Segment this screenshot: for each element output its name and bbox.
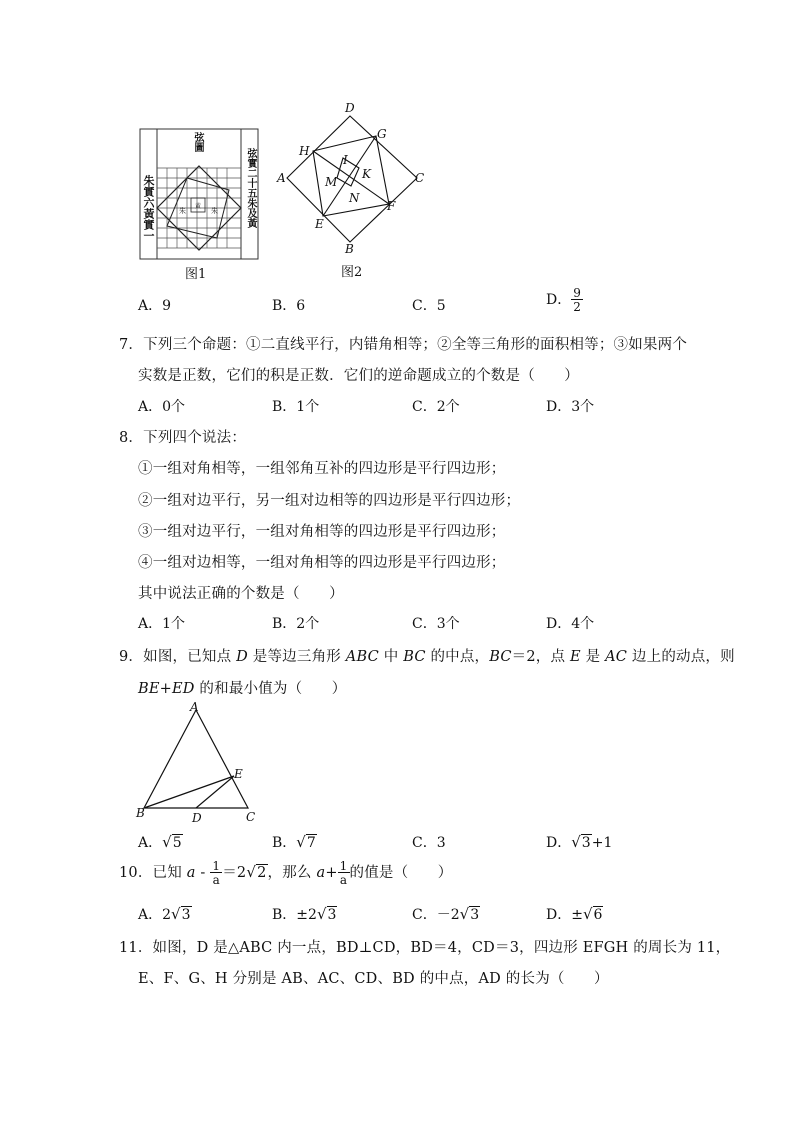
q8-option-d[interactable]: D．4个 [546, 616, 595, 632]
q10-option-c[interactable]: C．－2√3 [412, 905, 480, 923]
q8-option-a[interactable]: A．1个 [138, 616, 186, 632]
q7-option-b[interactable]: B．1个 [272, 399, 320, 415]
q10-option-d[interactable]: D．±√6 [546, 905, 603, 923]
q6-option-a[interactable]: A．9 [138, 298, 172, 314]
q9-fig-label-C: C [246, 810, 256, 824]
svg-text:朱: 朱 [179, 207, 186, 215]
q8-statement-4: ④一组对边相等，一组对角相等的四边形是平行四边形； [138, 555, 506, 571]
q6-option-c[interactable]: C．5 [412, 298, 446, 314]
q7-option-a[interactable]: A．0个 [138, 399, 186, 415]
q6-option-d-prefix: D． [546, 292, 572, 308]
q11-stem-line2: E、F、G、H 分别是 AB、AC、CD、BD 的中点，AD 的长为（ ） [138, 971, 609, 987]
q9-fig-label-B: B [136, 806, 145, 820]
fig2-label-D: D [345, 101, 355, 115]
fig2-label-K: K [362, 167, 371, 181]
q9-option-b[interactable]: B．√7 [272, 833, 316, 851]
q6-option-d-numerator: 9 [573, 286, 581, 300]
fig1-top-label: 弦圖 [192, 132, 203, 152]
q10-option-b[interactable]: B．±2√3 [272, 905, 337, 923]
q7-option-d[interactable]: D．3个 [546, 399, 595, 415]
q9-fig-label-D: D [192, 811, 202, 824]
q9-stem-line1: 9．如图，已知点 D 是等边三角形 ABC 中 BC 的中点，BC＝2，点 E 是 AC 边上的动点，则 [119, 649, 735, 665]
fig2-label-F: F [387, 199, 396, 213]
fig2-label-N: N [349, 191, 360, 205]
fig2-label-H: H [299, 144, 310, 158]
fig1-caption: 图1 [185, 267, 207, 282]
svg-text:黃: 黃 [195, 203, 202, 210]
q9-figure [134, 700, 274, 824]
fig2-label-M: M [325, 175, 338, 189]
q8-option-b[interactable]: B．2个 [272, 616, 320, 632]
fig2-label-E: E [315, 217, 324, 231]
fig1-right-label: 弦實二十五朱及黃 [245, 148, 256, 228]
q9-option-c[interactable]: C．3 [412, 835, 446, 851]
fig2-label-B: B [345, 242, 354, 256]
q7-stem-line1: 7．下列三个命题：①二直线平行，内错角相等；②全等三角形的面积相等；③如果两个 [119, 337, 688, 353]
q8-option-c[interactable]: C．3个 [412, 616, 460, 632]
q9-stem-line2: BE+ED 的和最小值为（ ） [138, 681, 347, 697]
fig2-caption: 图2 [341, 265, 363, 280]
q11-stem-line1: 11．如图，D 是△ABC 内一点，BD⊥CD，BD＝4，CD＝3，四边形 EFGH 的周长为 11， [119, 940, 731, 956]
fig1-left-label: 朱實六黃實一 [142, 175, 155, 241]
q6-option-d-fraction [571, 287, 583, 313]
q7-stem-line2: 实数是正数，它们的积是正数．它们的逆命题成立的个数是（ ） [138, 368, 579, 384]
q6-option-d[interactable] [546, 287, 583, 313]
fig2-label-G: G [377, 127, 387, 141]
q6-option-d-denominator: 2 [573, 300, 581, 314]
q9-fig-label-E: E [234, 767, 243, 781]
figure-2 [275, 98, 435, 260]
fig2-label-C: C [415, 171, 425, 185]
q9-fig-label-A: A [190, 700, 199, 714]
q9-option-a[interactable]: A．√5 [138, 833, 182, 851]
q8-stem: 8．下列四个说法： [119, 430, 247, 446]
q8-question: 其中说法正确的个数是（ ） [138, 586, 344, 602]
q10-stem: 10．已知 a - $\frac{1}{a}$ ＝2√2，那么 a+ $\frac{1}{a}$ 的值是（ ） [119, 859, 453, 887]
q8-statement-1: ①一组对角相等，一组邻角互补的四边形是平行四边形； [138, 461, 506, 477]
q7-option-c[interactable]: C．2个 [412, 399, 460, 415]
fig2-label-A: A [277, 171, 286, 185]
svg-text:朱: 朱 [211, 207, 218, 215]
q6-option-b[interactable]: B．6 [272, 298, 306, 314]
q8-statement-2: ②一组对边平行，另一组对边相等的四边形是平行四边形； [138, 493, 521, 509]
q10-option-a[interactable]: A．2√3 [138, 905, 191, 923]
q8-statement-3: ③一组对边平行，一组对角相等的四边形是平行四边形； [138, 524, 506, 540]
fig2-label-I: I [343, 153, 348, 167]
q9-option-d[interactable]: D．√3+1 [546, 833, 613, 851]
